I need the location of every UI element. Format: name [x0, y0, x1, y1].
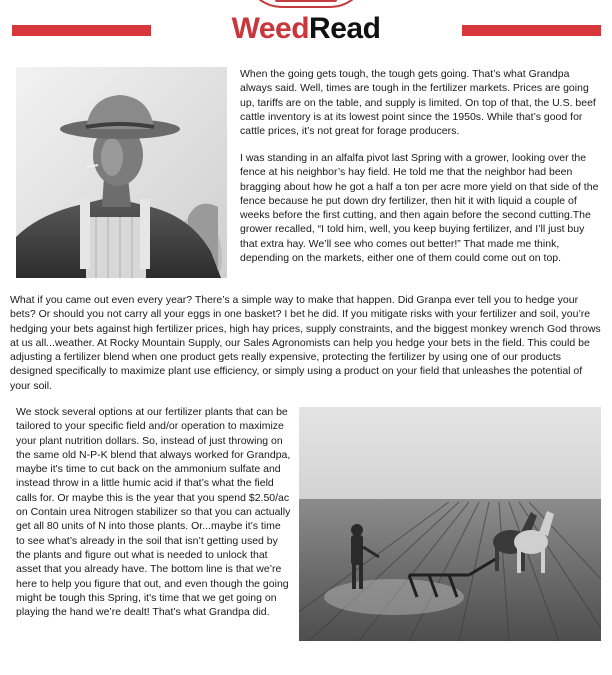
title-word-read: Read — [309, 12, 381, 45]
newsletter-title — [0, 12, 612, 46]
logo-ribbon-text — [275, 0, 336, 2]
title-word-weed: Weed — [231, 12, 310, 45]
field-work-photo — [299, 407, 601, 641]
article-paragraph-1: When the going gets tough, the tough gets going. That’s what Grandpa always said. Well, times are tough in the fertilizer markets. Prices are going up, tariffs are on the table, and supply is limited. On top of that, the U.S. beef cattle inventory is at its lowest point since the 1950s. While that’s good for cattle prices, it’s not great for forage producers. — [240, 68, 596, 138]
company-logo-badge — [244, 0, 368, 8]
article-paragraph-2: I was standing in an alfalfa pivot last Spring with a grower, looking over the fence at his neighbor’s hay field. He told me that the neighbor had been bragging about how he got a half a ton per acre more yield on that side of the fence because he put down dry fertilizer, then hit it with liquid a couple of weeks before the first cutting, and then again before the second cutting.The grower recalled, “I told him, well, you keep buying fertilizer, and I’ll just buy that extra hay. We’ll see who comes out better!” That made me think, depending on the markets, either one of them could come out on top. — [240, 152, 599, 265]
article-paragraph-4: We stock several options at our fertilizer plants that can be tailored to your specific field and/or operation to maximize your plant nutrition dollars. So, instead of just throwing on the same old N-P-K blend that always worked for Grandpa, maybe it's time to cut back on the ammonium sulfate and instead throw in a little humic acid if that’s what the field calls for. Or maybe this is the year that you spend $2.50/ac on Contain urea Nitrogen stabilizer so that you can actually get all 80 units of N into those plants. Or...maybe it’s time to see what’s already in the soil that isn’t getting used by the plants and figure out what is needed to unlock that asset that you already have. The bottom line is that we’re here to help you figure that out, and even though the going might be tough this Spring, it's time that we get going on playing the hand we’re dealt! That’s what Grandpa did. — [16, 406, 291, 619]
farmer-portrait-photo — [16, 67, 227, 278]
article-paragraph-3: What if you came out even every year? There’s a simple way to make that happen. Did Granpa ever tell you to hedge your bets? Or should you not carry all your eggs in one basket? I bet he did. If you mitigate risks with your fertilizer and soil, you’re hedging your bets against high fertilizer prices, high hay prices, supply constraints, and the biggest monkey wrench God throws at us all...weather. At Rocky Mountain Supply, our Sales Agronomists can help you hedge your bets in the field. This could be adjusting a fertilizer blend when one product gets really expensive, protecting the fertilizer by using one of our products designed specifically to maximize plant use efficiency, or simply using a product on your field that unleashes the potential of your soil. — [10, 294, 601, 392]
